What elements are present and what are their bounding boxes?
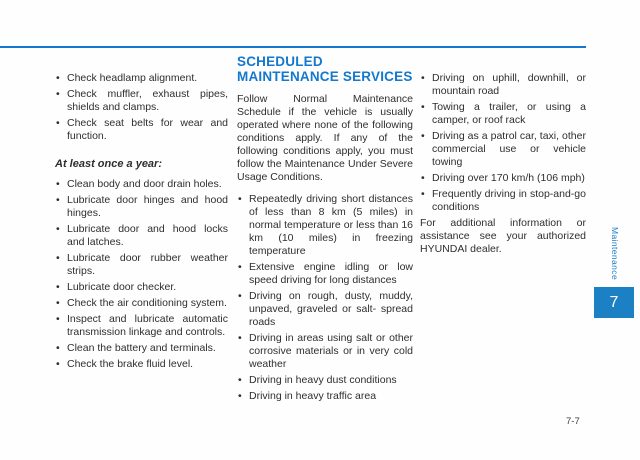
list-item: • Lubricate door rubber weather strips. (55, 252, 228, 278)
middle-column (237, 54, 413, 406)
right-column (420, 72, 586, 256)
section-title: SCHEDULED MAINTENANCE SERVICES (237, 54, 413, 84)
list-item: • Driving in heavy dust conditions (237, 374, 413, 387)
list-item: • Driving on rough, dusty, muddy, unpaved, graveled or salt- spread roads (237, 290, 413, 329)
list-item: • Driving on uphill, downhill, or mountain road (420, 72, 586, 98)
severe-conditions-list (237, 193, 413, 403)
list-item: • Check seat belts for wear and function. (55, 117, 228, 143)
inspection-checks-list (55, 72, 228, 143)
list-item: • Check the air conditioning system. (55, 297, 228, 310)
list-item: • Driving in heavy traffic area (237, 390, 413, 403)
yearly-checks-list (55, 178, 228, 371)
list-item: • Check muffler, exhaust pipes, shields and clamps. (55, 88, 228, 114)
list-item: • Clean the battery and terminals. (55, 342, 228, 355)
chapter-number-box: 7 (594, 287, 634, 318)
chapter-tab-label: Maintenance (610, 227, 620, 281)
page-number: 7-7 (566, 416, 580, 427)
dealer-note: For additional information or assistance see your authorized HYUNDAI dealer. (420, 217, 586, 255)
yearly-subheading: At least once a year: (55, 158, 162, 170)
list-item: • Towing a trailer, or using a camper, or roof rack (420, 101, 586, 127)
list-item: • Lubricate door and hood locks and latches. (55, 223, 228, 249)
list-item: • Driving as a patrol car, taxi, other commercial use or vehicle towing (420, 130, 586, 169)
list-item: • Frequently driving in stop-and-go conditions (420, 188, 586, 214)
intro-paragraph: Follow Normal Maintenance Schedule if the vehicle is usually operated where none of the following conditions apply. If any of the following conditions apply, you must follow the Maintenance Under Severe Usage Conditions. (237, 93, 413, 183)
top-rule-divider (0, 46, 586, 48)
list-item: • Clean body and door drain holes. (55, 178, 228, 191)
list-item: • Lubricate door hinges and hood hinges. (55, 194, 228, 220)
severe-conditions-list-continued (420, 72, 586, 214)
list-item: • Check the brake fluid level. (55, 358, 228, 371)
list-item: • Inspect and lubricate automatic transmission linkage and controls. (55, 313, 228, 339)
list-item: • Lubricate door checker. (55, 281, 228, 294)
list-item: • Extensive engine idling or low speed driving for long distances (237, 261, 413, 287)
list-item: • Check headlamp alignment. (55, 72, 228, 85)
list-item: • Driving over 170 km/h (106 mph) (420, 172, 586, 185)
list-item: • Driving in areas using salt or other corrosive materials or in very cold weather (237, 332, 413, 371)
list-item: • Repeatedly driving short distances of less than 8 km (5 miles) in normal temperature or less than 16 km (10 miles) in freezing temperature (237, 193, 413, 258)
left-column (55, 72, 228, 374)
